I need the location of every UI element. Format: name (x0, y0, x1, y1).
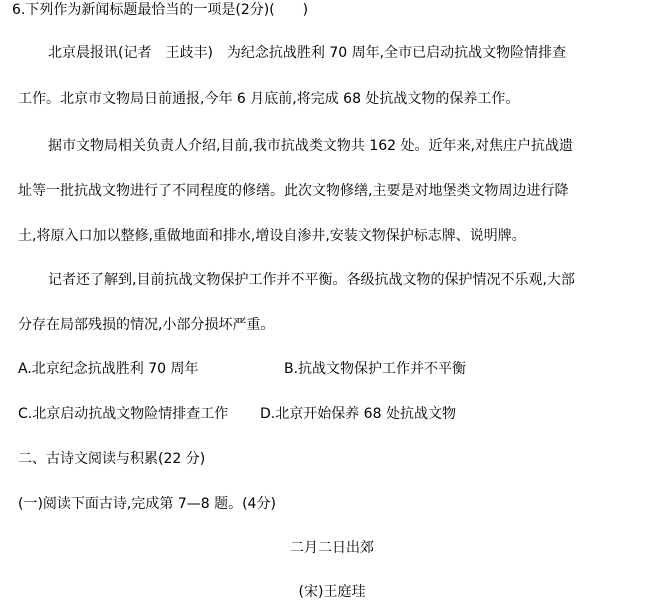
option-b: B.抗战文物保护工作并不平衡 (284, 361, 467, 377)
passage-line: 记者还了解到,目前抗战文物保护工作并不平衡。各级抗战文物的保护情况不乐观,大部 (48, 272, 575, 288)
passage-line: 址等一批抗战文物进行了不同程度的修缮。此次文物修缮,主要是对地堡类文物周边进行降 (18, 183, 569, 199)
passage-line: 分存在局部残损的情况,小部分损坏严重。 (18, 317, 275, 333)
part-instruction: (一)阅读下面古诗,完成第 7—8 题。(4分) (18, 496, 276, 512)
question-6-stem: 6.下列作为新闻标题最恰当的一项是(2分)( ) (12, 2, 309, 18)
passage-line: 土,将原入口加以整修,重做地面和排水,增设自渗井,安装文物保护标志牌、说明牌。 (18, 228, 526, 244)
option-a: A.北京纪念抗战胜利 70 周年 (18, 361, 199, 377)
section-heading: 二、古诗文阅读与积累(22 分) (18, 451, 206, 467)
passage-line: 北京晨报讯(记者 王歧丰) 为纪念抗战胜利 70 周年,全市已启动抗战文物险情排查 (48, 45, 567, 61)
option-c: C.北京启动抗战文物险情排查工作 (18, 406, 229, 422)
passage-line: 工作。北京市文物局日前通报,今年 6 月底前,将完成 68 处抗战文物的保养工作。 (18, 91, 520, 107)
passage-line: 据市文物局相关负责人介绍,目前,我市抗战类文物共 162 处。近年来,对焦庄户抗战遗 (48, 138, 573, 154)
poem-author: (宋)王庭珪 (298, 584, 366, 600)
option-d: D.北京开始保养 68 处抗战文物 (260, 406, 456, 422)
poem-title: 二月二日出郊 (290, 540, 374, 556)
